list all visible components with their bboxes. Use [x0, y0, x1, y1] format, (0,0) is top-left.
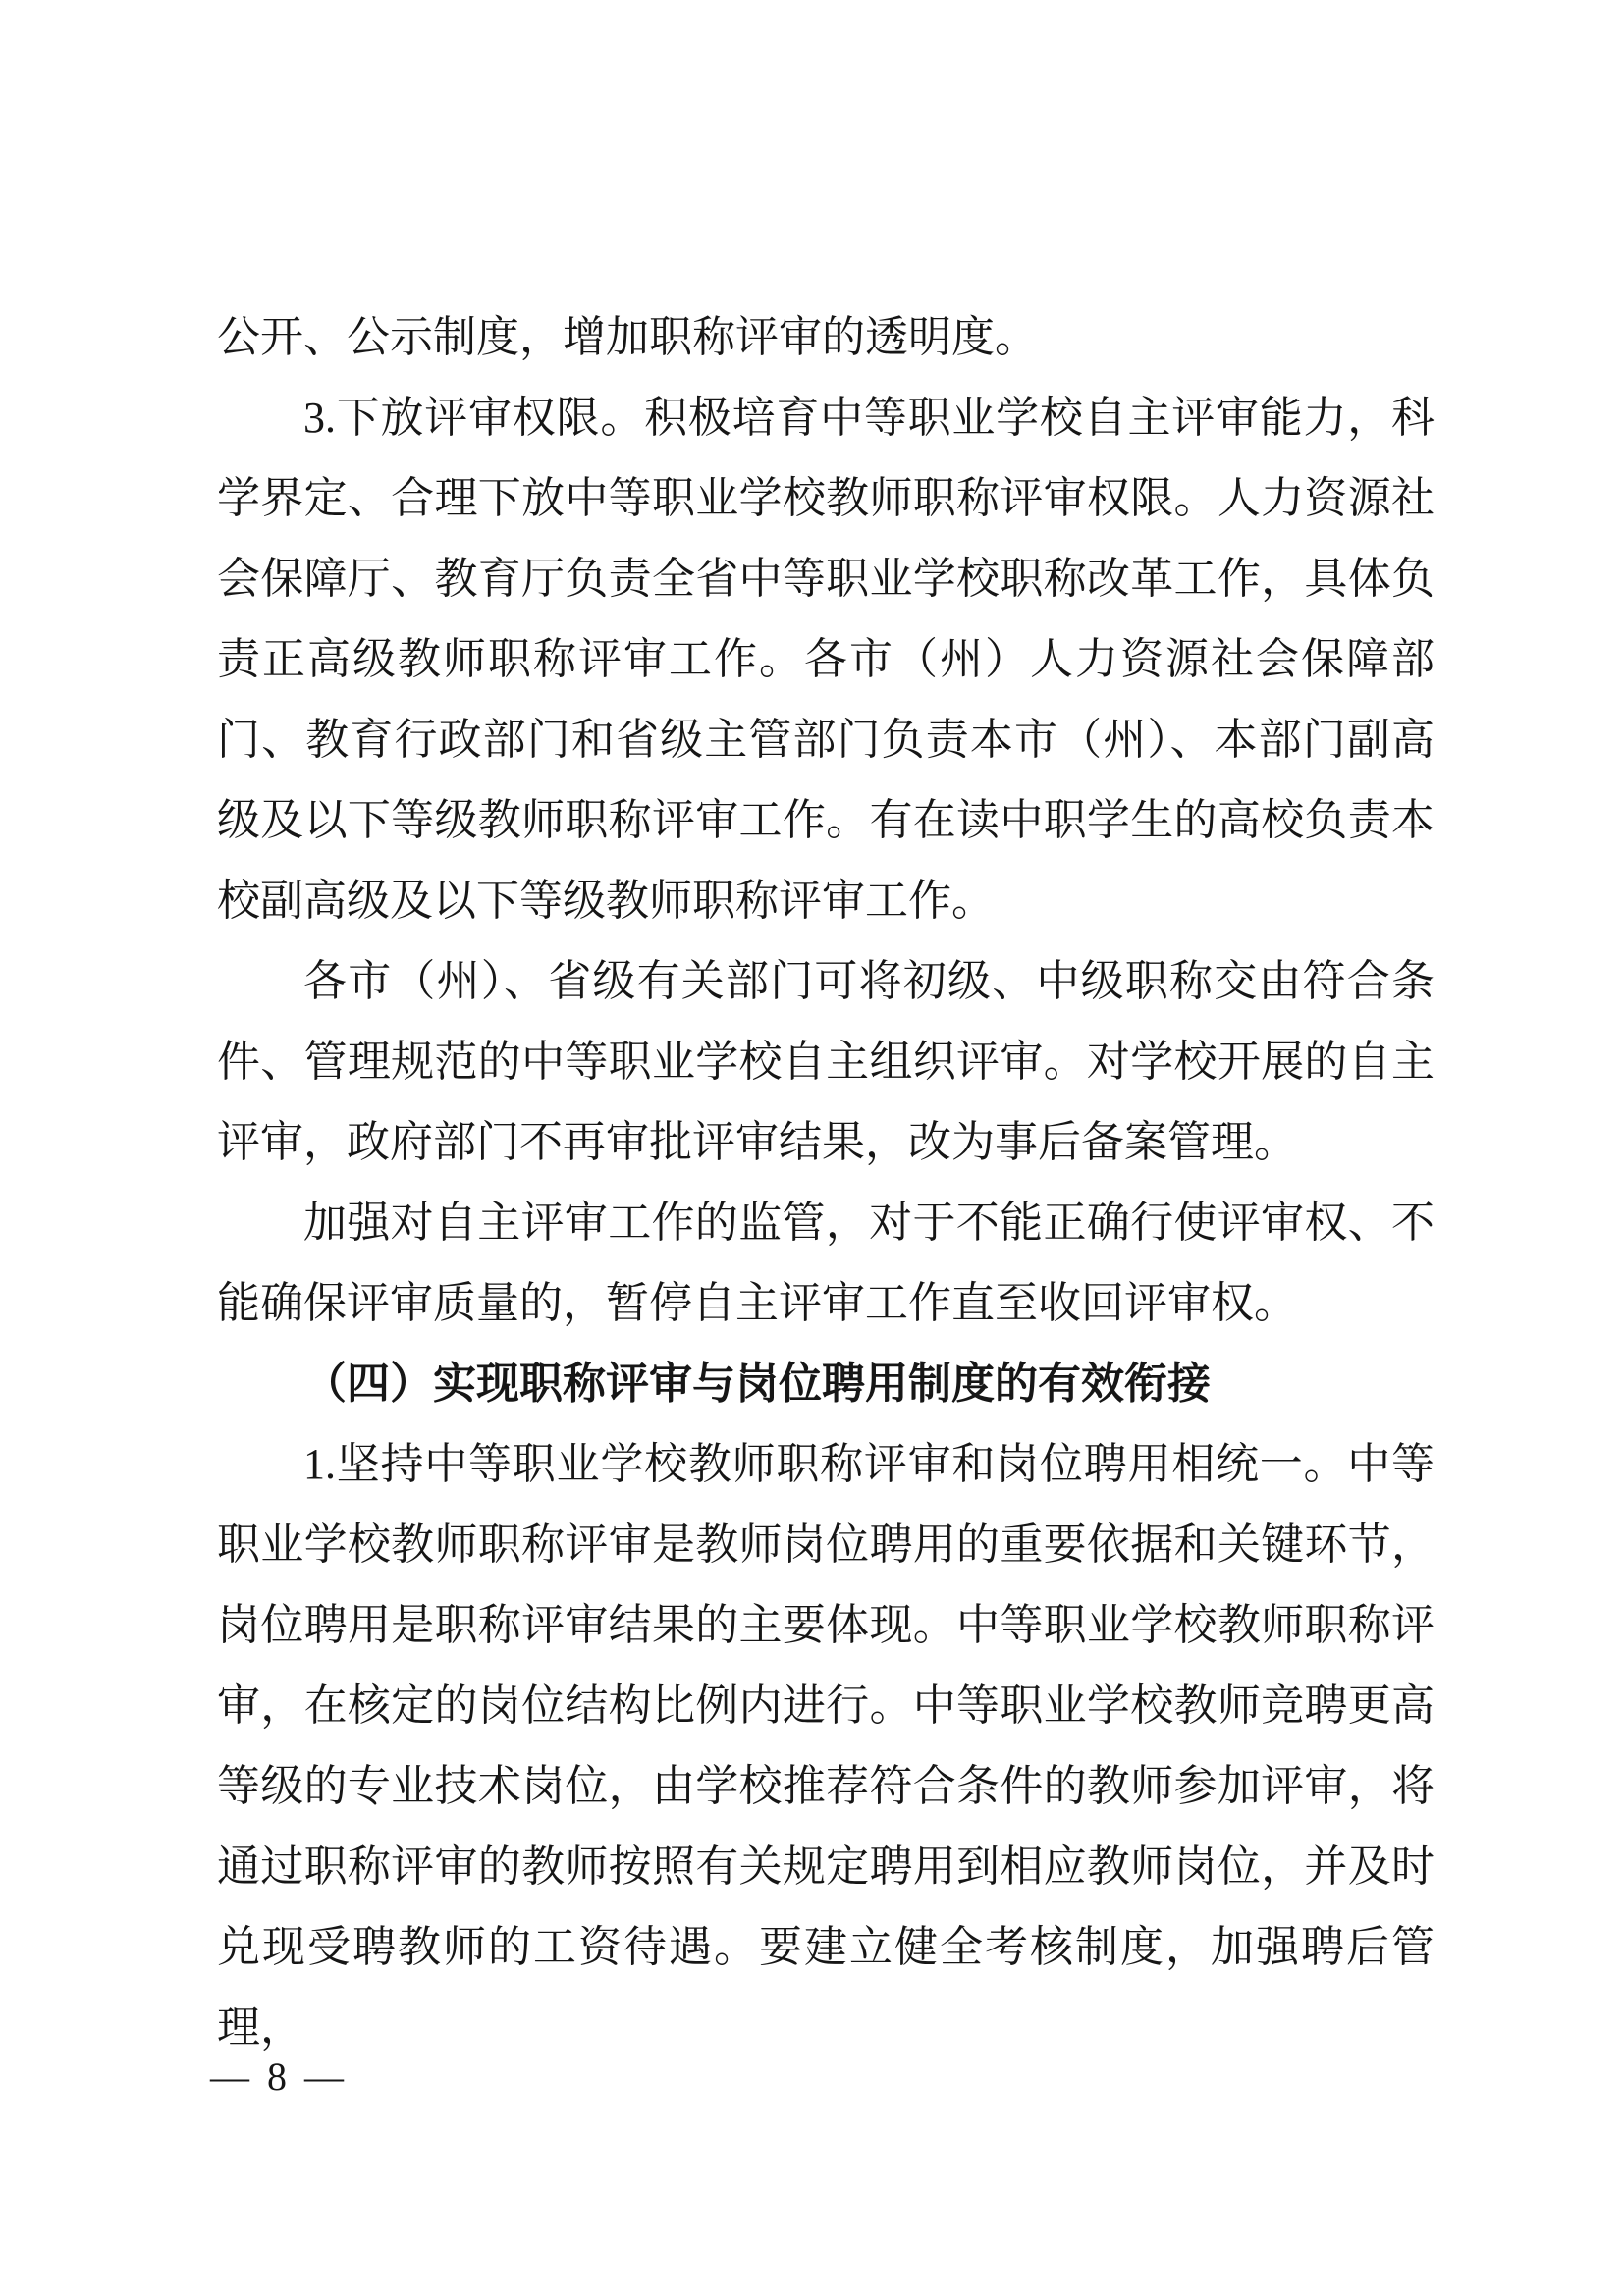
- paragraph-continuation: 公开、公示制度，增加职称评审的透明度。: [217, 313, 1038, 361]
- section-heading-four: （四）实现职称评审与岗位聘用制度的有效衔接: [303, 1360, 1211, 1408]
- paragraph-item-3-delegate-review-authority: 3.下放评审权限。积极培育中等职业学校自主评审能力，科学界定、合理下放中等职业学校教师职称评审权限。人力资源社会保障厅、教育厅负责全省中等职业学校职称改革工作，具体负责正高级教师职称评审工作。各市（州）人力资源社会保障部门、教育行政部门和省级主管部门负责本市（州）、本部门副高级及以下等级教师职称评审工作。有在读中职学生的高校负责本校副高级及以下等级教师职称评审工作。: [217, 394, 1435, 925]
- document-body: [217, 297, 1435, 2068]
- page-number: — 8 —: [210, 2055, 348, 2099]
- paragraph-delegation-to-schools: 各市（州）、省级有关部门可将初级、中级职称交由符合条件、管理规范的中等职业学校自主组织评审。对学校开展的自主评审，政府部门不再审批评审结果，改为事后备案管理。: [217, 957, 1435, 1166]
- paragraph-item-1-review-and-appointment-unification: 1.坚持中等职业学校教师职称评审和岗位聘用相统一。中等职业学校教师职称评审是教师岗位聘用的重要依据和关键环节，岗位聘用是职称评审结果的主要体现。中等职业学校教师职称评审，在核定的岗位结构比例内进行。中等职业学校教师竞聘更高等级的专业技术岗位，由学校推荐符合条件的教师参加评审，将通过职称评审的教师按照有关规定聘用到相应教师岗位，并及时兑现受聘教师的工资待遇。要建立健全考核制度，加强聘后管理，: [217, 1440, 1435, 2052]
- paragraph-supervision-of-self-review: 加强对自主评审工作的监管，对于不能正确行使评审权、不能确保评审质量的，暂停自主评审工作直至收回评审权。: [217, 1199, 1435, 1327]
